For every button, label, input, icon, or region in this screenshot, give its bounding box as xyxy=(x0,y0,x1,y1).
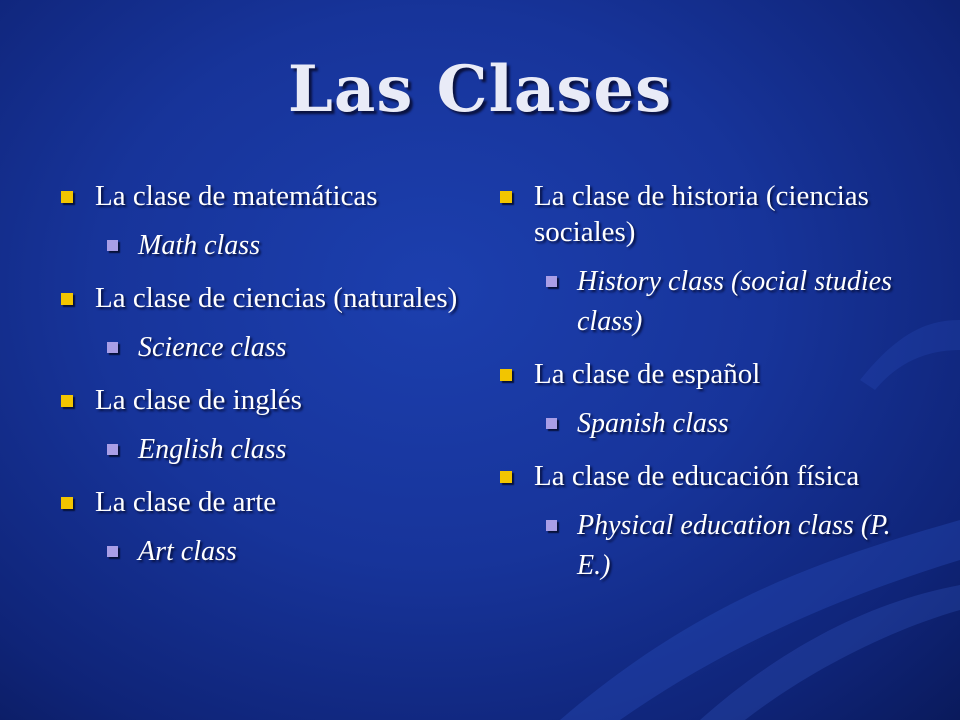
list-item-spanish xyxy=(497,356,897,392)
sub-item-history xyxy=(497,262,897,342)
item-translation: History class (social studies class) xyxy=(577,266,892,337)
item-label: La clase de arte xyxy=(95,486,277,518)
square-bullet-icon xyxy=(107,342,118,353)
square-bullet-icon xyxy=(500,191,512,203)
list-item-science xyxy=(58,280,458,316)
item-translation: Art class xyxy=(138,536,237,567)
list-item-math xyxy=(58,178,458,214)
item-label: La clase de inglés xyxy=(95,384,302,416)
left-column xyxy=(58,178,458,572)
sub-item-spanish xyxy=(497,404,897,444)
item-label: La clase de matemáticas xyxy=(95,180,378,212)
sub-item-art xyxy=(58,532,458,572)
item-label: La clase de ciencias (naturales) xyxy=(95,282,458,314)
square-bullet-icon xyxy=(546,520,557,531)
square-bullet-icon xyxy=(61,395,73,407)
square-bullet-icon xyxy=(500,471,512,483)
list-item-history xyxy=(497,178,897,250)
sub-item-english xyxy=(58,430,458,470)
item-translation: English class xyxy=(138,434,287,465)
square-bullet-icon xyxy=(107,240,118,251)
square-bullet-icon xyxy=(500,369,512,381)
list-item-pe xyxy=(497,458,897,494)
square-bullet-icon xyxy=(61,497,73,509)
item-label: La clase de historia (ciencias sociales) xyxy=(534,180,869,248)
item-translation: Math class xyxy=(138,230,261,261)
list-item-english xyxy=(58,382,458,418)
square-bullet-icon xyxy=(61,293,73,305)
sub-item-math xyxy=(58,226,458,266)
sub-item-pe xyxy=(497,506,897,586)
square-bullet-icon xyxy=(546,418,557,429)
list-item-art xyxy=(58,484,458,520)
right-column xyxy=(497,178,897,586)
sub-item-science xyxy=(58,328,458,368)
item-label: La clase de educación física xyxy=(534,460,860,492)
square-bullet-icon xyxy=(61,191,73,203)
square-bullet-icon xyxy=(107,444,118,455)
item-translation: Physical education class (P. E.) xyxy=(577,510,891,581)
item-translation: Science class xyxy=(138,332,287,363)
item-translation: Spanish class xyxy=(577,408,729,439)
square-bullet-icon xyxy=(546,276,557,287)
item-label: La clase de español xyxy=(534,358,761,390)
square-bullet-icon xyxy=(107,546,118,557)
slide-title: Las Clases xyxy=(287,52,673,127)
